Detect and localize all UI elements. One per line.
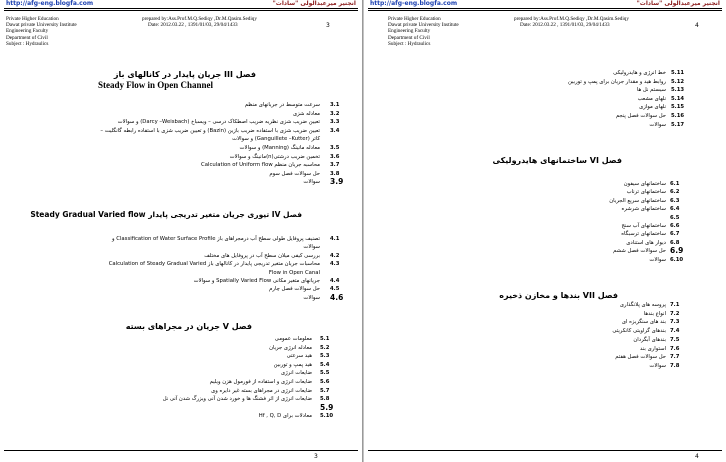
toc-item-number: 5.14: [671, 95, 685, 102]
toc-item: [4, 102, 360, 109]
toc-item: [364, 354, 726, 361]
toc-item: [364, 346, 726, 353]
toc-item: [4, 179, 360, 186]
toc-item-text: سرعت متوسط در جریانهای منظم: [244, 102, 320, 108]
toc-item-text: بند های سنگریزه ای: [621, 319, 666, 326]
toc-item-text: محاسبات جریان متغیر تدریجی پایدار در کانالهای باز Calculation of Steady Gradual Varied: [108, 261, 320, 268]
toc-item-number: 5.2: [320, 344, 330, 351]
toc-item-text: خط انرژی و هایدرولیکی: [613, 70, 666, 76]
toc-item-number: 4.2: [330, 252, 340, 259]
toc-item: [364, 248, 726, 255]
toc-item: [4, 261, 360, 268]
institute-line: Subject : Hydraulics: [388, 40, 431, 47]
toc-item: [4, 136, 360, 143]
section-title: فصل V جریان در مجراهای بسته: [125, 322, 252, 331]
toc-item-text: ساختمانهای سریع الجریان: [609, 197, 666, 204]
toc-item: [4, 413, 360, 420]
toc-item-text: ساختمانهای آب سنج: [621, 223, 666, 229]
toc-item-number: 6.4: [670, 206, 680, 213]
toc-item-number: 5.3: [320, 353, 330, 360]
toc-item: [4, 236, 360, 243]
toc-item-number: 6.9: [670, 246, 684, 256]
toc-item-number: 4.5: [330, 286, 340, 293]
toc-item: [4, 402, 360, 412]
toc-item-text: نلهای مشعب: [637, 95, 666, 102]
toc-item-text: حل سوالات فصل سوم: [269, 170, 320, 177]
toc-item-number: 7.2: [670, 310, 680, 317]
institute-line: Dawat private University Institute: [6, 22, 77, 29]
toc-item-text: بندهای گراویتی کانکریتی: [612, 328, 666, 335]
toc-item-number: 6.8: [670, 239, 680, 246]
toc-item-text: حل سوالات فصل ششم: [613, 248, 666, 255]
toc-item-number: 4.1: [330, 236, 340, 242]
toc-item-text: ضایعات انرژی از اثر فشنگ ها و خورد شدن آنی ویزرگ شدن آنی نل: [162, 396, 312, 403]
toc-item: [364, 311, 726, 318]
toc-item: [364, 328, 726, 335]
toc-item: [4, 388, 360, 395]
page-number: 3: [326, 22, 330, 29]
toc-item: [4, 379, 360, 386]
toc-item-number: 7.1: [670, 302, 680, 308]
section-subtitle: Steady Flow in Open Channel: [98, 80, 214, 90]
toc-item: [4, 244, 360, 251]
toc-item: [364, 337, 726, 344]
toc-item-text: حل سوالات فصل هفتم: [615, 354, 666, 361]
toc-item-text: ساختمانهای ترناب: [626, 189, 666, 196]
toc-item: [364, 87, 726, 94]
toc-item-number: 3.8: [330, 170, 340, 177]
date-line: Date: 2012.03.22 , 1391/01/03, 29/04/1433: [148, 22, 238, 29]
toc-item-number: 3.2: [330, 110, 340, 117]
toc-item-number: 3.9: [330, 177, 344, 187]
toc-item-number: 5.1: [320, 336, 330, 342]
toc-item-number: 7.7: [670, 354, 680, 361]
toc-item-number: 5.6: [320, 379, 330, 385]
footer-page-number: 4: [695, 453, 699, 460]
toc-item-number: 6.7: [670, 231, 680, 238]
toc-item-text: سوالات: [303, 294, 320, 301]
toc-item: [4, 353, 360, 360]
toc-item-text: معلومات عمومی: [274, 336, 312, 342]
toc-item-text: استواری بند: [640, 345, 666, 352]
toc-item-text: نلهای موازی: [639, 104, 666, 111]
toc-item-number: 5.12: [671, 78, 685, 85]
toc-item-number: 3.6: [330, 153, 340, 160]
toc-item: [4, 370, 360, 377]
institute-line: Subject : Hydraulics: [6, 40, 49, 47]
toc-item-text: محاسبه جریان منظم Calculation of Uniform flow: [201, 162, 320, 169]
toc-item: [4, 362, 360, 369]
institute-line: Private Higher Education: [6, 16, 59, 22]
toc-item-number: 4.4: [330, 278, 340, 284]
toc-item-text: حل سوالات فصل پنجم: [615, 113, 666, 119]
toc-item-text: انواع بندها: [643, 310, 666, 317]
blog-url[interactable]: http://afg-eng.blogfa.com: [370, 0, 458, 7]
toc-item: [4, 145, 360, 152]
institute-line: Dawat private University Institute: [388, 22, 459, 29]
toc-item-text: تخمین ضریب درشتی(n)مانینگ و سوالات: [229, 153, 320, 160]
toc-item-number: 3.4: [330, 127, 340, 134]
toc-item-text: هید سرعتی: [286, 353, 312, 360]
header-rule: [4, 8, 358, 9]
toc-item: [4, 278, 360, 285]
toc-item-number: 5.15: [671, 104, 685, 111]
author-header: انجنیر میرعبدالولی "سادات": [272, 0, 356, 7]
page-footer: [0, 450, 362, 462]
toc-item-text: بندهای آبگردان: [633, 336, 666, 343]
toc-item-number: 3.3: [330, 119, 340, 126]
page-4: [364, 0, 726, 462]
toc-item-number: 6.10: [670, 256, 684, 263]
toc-item: [4, 336, 360, 343]
toc-item-text: ساختمانهای سیفون: [623, 181, 666, 187]
institute-line: Engineering Faculty: [6, 28, 49, 35]
toc-item-number: 5.13: [671, 87, 685, 94]
prepared-by: prepared by:Ass.Prof.M.Q.Sediqy ,Dr.M.Qasim.Sediqy: [514, 16, 629, 22]
toc-item-text: معادلات برای Hf , Q, D: [258, 413, 312, 420]
toc-item-text: هید پمپ و توربین: [273, 361, 312, 368]
toc-item-number: 5.9: [320, 402, 334, 412]
toc-item-text: سوالات: [649, 121, 666, 128]
toc-item-text: تعیین ضریب شزی با استفاده ضریب بازین (Bazin) و تعیین ضریب شزی با استفاده رابطه گانگلیت –: [100, 127, 320, 134]
toc-item: [4, 270, 360, 277]
toc-item-number: 5.8: [320, 396, 330, 403]
toc-item: [4, 111, 360, 118]
toc-item: [364, 70, 726, 77]
toc-item-text: جریانهای متغیر مکانی Spatially Varied Flow و سوالات: [193, 278, 320, 284]
toc-item-text: حل سوالات فصل چارم: [269, 286, 320, 293]
toc-item-number: 7.6: [670, 345, 680, 352]
toc-item: [364, 79, 726, 86]
institute-line: Engineering Faculty: [388, 28, 431, 35]
prepared-info: [514, 16, 629, 28]
header-rule-thin: [368, 10, 722, 11]
toc-item-number: 7.5: [670, 336, 680, 343]
toc-item-text: سوالات: [649, 256, 666, 263]
toc-item-text: معادله شزی: [292, 110, 320, 117]
toc-item-text: ساختمانهای شرشره: [621, 206, 666, 213]
toc-item: [4, 119, 360, 126]
prepared-info: [142, 16, 257, 28]
toc-item-number: 5.11: [671, 70, 685, 76]
institute-line: Department of Civil: [388, 34, 430, 41]
toc-item-number: 6.2: [670, 189, 680, 196]
toc-item-text: سوالات: [303, 244, 320, 251]
toc-item-number: 5.10: [320, 413, 334, 420]
header-rule-thin: [4, 10, 358, 11]
toc-item-number: 3.1: [330, 102, 340, 108]
toc-item: [364, 231, 726, 238]
toc-item-number: 4.3: [330, 261, 340, 268]
toc-item-text: ضایعات انرژی و استفاده از فورمول هزن ویلیم: [209, 379, 312, 385]
toc-item: [364, 223, 726, 230]
institute-line: Department of Civil: [6, 34, 48, 41]
blog-url[interactable]: http://afg-eng.blogfa.com: [6, 0, 94, 7]
toc-item-text: Flow in Open Canal: [268, 269, 320, 276]
toc-item: [364, 198, 726, 205]
toc-item-text: ضایعات انرژی: [281, 370, 312, 377]
toc-item: [364, 189, 726, 196]
toc-item-number: 5.5: [320, 370, 330, 377]
toc-item-text: سیستم نل ها: [636, 87, 666, 94]
toc-item-number: 4.6: [330, 292, 344, 302]
toc-item: [4, 162, 360, 169]
toc-item-number: 7.8: [670, 362, 680, 369]
institute-info: [6, 16, 77, 47]
prepared-by: prepared by:Ass.Prof.M.Q.Sediqy ,Dr.M.Qasim.Sediqy: [142, 16, 257, 22]
toc-item-number: 7.4: [670, 328, 680, 335]
toc-item-number: 6.3: [670, 197, 680, 204]
toc-item-number: 5.16: [671, 113, 685, 119]
toc-item: [364, 257, 726, 264]
institute-info: [388, 16, 459, 47]
toc-item: [364, 104, 726, 111]
toc-item-text: بررسی کیفی میلان سطح آب در پروفایل های مختلف: [204, 252, 320, 259]
toc-item: [364, 363, 726, 370]
toc-item: [4, 345, 360, 352]
toc-item-number: 5.7: [320, 387, 330, 394]
footer-rule: [4, 450, 358, 451]
date-line: Date: 2012.03.22 , 1391/01/03, 29/04/1433: [520, 22, 610, 29]
section-title: فصل VI ساختمانهای هایدرولیکی: [492, 156, 622, 165]
toc-item: [364, 215, 726, 222]
toc-item: [4, 154, 360, 161]
page-header: [364, 0, 726, 7]
institute-line: Private Higher Education: [388, 16, 441, 22]
toc-item: [364, 302, 726, 309]
toc-item: [4, 128, 360, 135]
toc-item-text: تصنیف پروفایل طولی سطح آب درمجراهای باز Classification of Water Surface Profile و: [112, 236, 320, 242]
section-title: فصل IV تیوری جریان متغیر تدریجی پایدار Steady Gradual Varied flow: [30, 210, 302, 219]
toc-item: [364, 113, 726, 120]
toc-item: [364, 181, 726, 188]
toc-item-text: معادله انرژی جریان: [269, 344, 312, 351]
toc-item-number: 5.17: [671, 121, 685, 128]
footer-page-number: 3: [314, 453, 318, 460]
toc-item-number: 6.6: [670, 223, 680, 229]
footer-rule: [368, 450, 722, 451]
toc-item-text: معادله مانینگ (Manning) و سوالات: [239, 145, 320, 151]
toc-item-number: 3.5: [330, 145, 340, 151]
toc-item-text: پروسه های پلانگذاری: [619, 302, 666, 308]
toc-item-text: کاتر (Ganguillete –Kutter) و سوالات: [232, 136, 320, 143]
page-footer: [364, 450, 726, 462]
toc-item-number: 5.4: [320, 361, 330, 368]
toc-item: [364, 96, 726, 103]
page-header: [0, 0, 362, 7]
toc-item-number: 3.7: [330, 162, 340, 169]
toc-item: [364, 122, 726, 129]
toc-item: [364, 319, 726, 326]
toc-item-text: سوالات: [649, 362, 666, 369]
toc-item-number: 7.3: [670, 319, 680, 326]
toc-item-text: روابط هید و مقدار جریان برای پمپ و توربین: [568, 78, 666, 85]
toc-item-text: ضایعات انرژی در مجراهای بسته غیر دایره وی: [211, 387, 312, 394]
section-title: فصل VII بندها و مخازن ذخیره: [499, 291, 618, 300]
toc-item-number: 6.1: [670, 181, 680, 187]
toc-item: [4, 286, 360, 293]
toc-item: [4, 396, 360, 403]
toc-item-text: ساختمانهای ترسبگاه: [621, 231, 666, 238]
author-header: انجنیر میرعبدالولی "سادات": [636, 0, 720, 7]
toc-item-text: تعیین ضریب شزی نظریه ضریب اصطکاک درسی – ویسباخ (Darcy –Weisbach) و سوالات: [117, 119, 320, 126]
section-title: فصل III جریان پایدار در کانالهای باز: [113, 70, 256, 79]
toc-item: [4, 292, 360, 302]
toc-item-number: 6.5: [670, 214, 680, 221]
toc-item-text: سوالات: [303, 179, 320, 186]
toc-item: [4, 253, 360, 260]
header-rule: [368, 8, 722, 9]
toc-item: [364, 206, 726, 213]
toc-item: [4, 171, 360, 178]
toc-item-text: دیوار های استنادی: [626, 239, 666, 246]
page-number: 4: [695, 22, 699, 29]
